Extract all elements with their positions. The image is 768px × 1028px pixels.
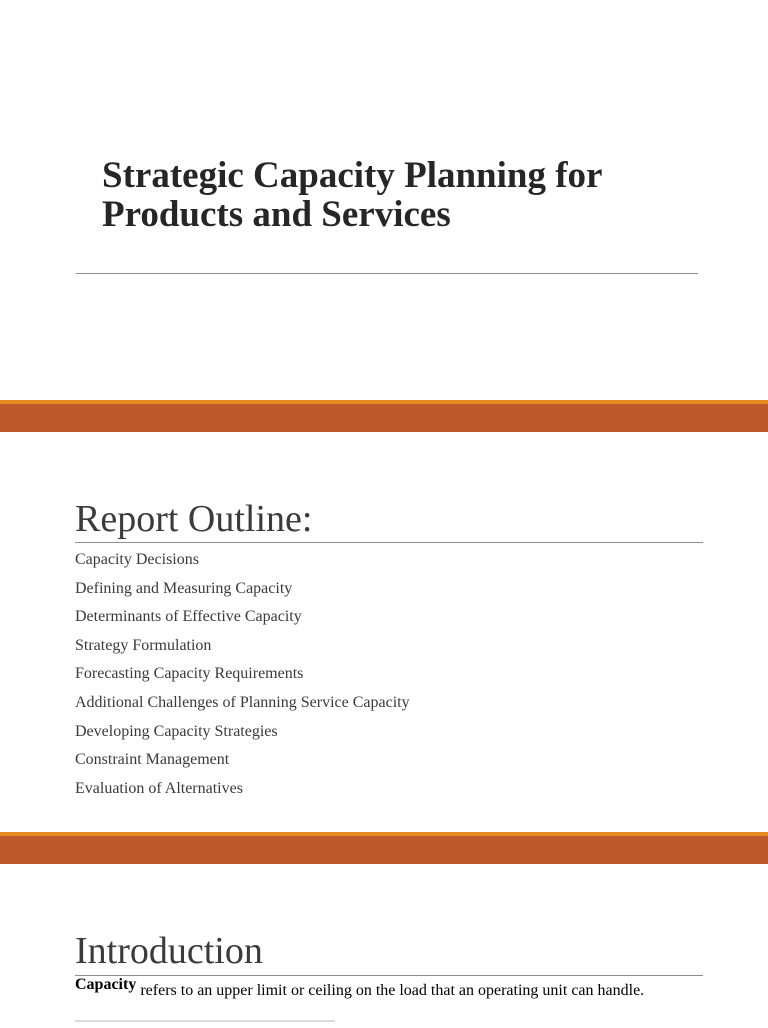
outline-item: Constraint Management	[75, 751, 230, 769]
outline-item: Capacity Decisions	[75, 551, 199, 568]
capacity-term: Capacity	[75, 976, 137, 993]
presentation-title	[102, 156, 702, 234]
outline-slide	[0, 432, 768, 832]
outline-item: Strategy Formulation	[75, 636, 212, 654]
outline-item: Determinants of Effective Capacity	[75, 608, 302, 626]
outline-item: Additional Challenges of Planning Service Capacity	[75, 693, 410, 711]
title-underline	[76, 273, 698, 274]
outline-item: Developing Capacity Strategies	[75, 722, 278, 740]
introduction-heading: Introduction	[75, 930, 263, 972]
title-slide	[0, 0, 768, 400]
outline-heading-underline	[75, 542, 703, 543]
slide-separator	[0, 400, 768, 432]
slide-separator	[0, 832, 768, 864]
capacity-definition-text: refers to an upper limit or ceiling on the load that an operating unit can handle.	[136, 982, 645, 999]
outline-list	[75, 546, 410, 803]
cropped-text-line	[75, 1014, 335, 1028]
outline-heading: Report Outline:	[75, 498, 313, 540]
outline-item: Evaluation of Alternatives	[75, 779, 243, 797]
title-line-1: Strategic Capacity Planning for	[102, 155, 603, 196]
outline-item: Defining and Measuring Capacity	[75, 579, 293, 597]
outline-item: Forecasting Capacity Requirements	[75, 665, 304, 683]
introduction-slide	[0, 864, 768, 1024]
title-line-2: Products and Services	[102, 194, 451, 235]
capacity-definition	[75, 976, 715, 1000]
